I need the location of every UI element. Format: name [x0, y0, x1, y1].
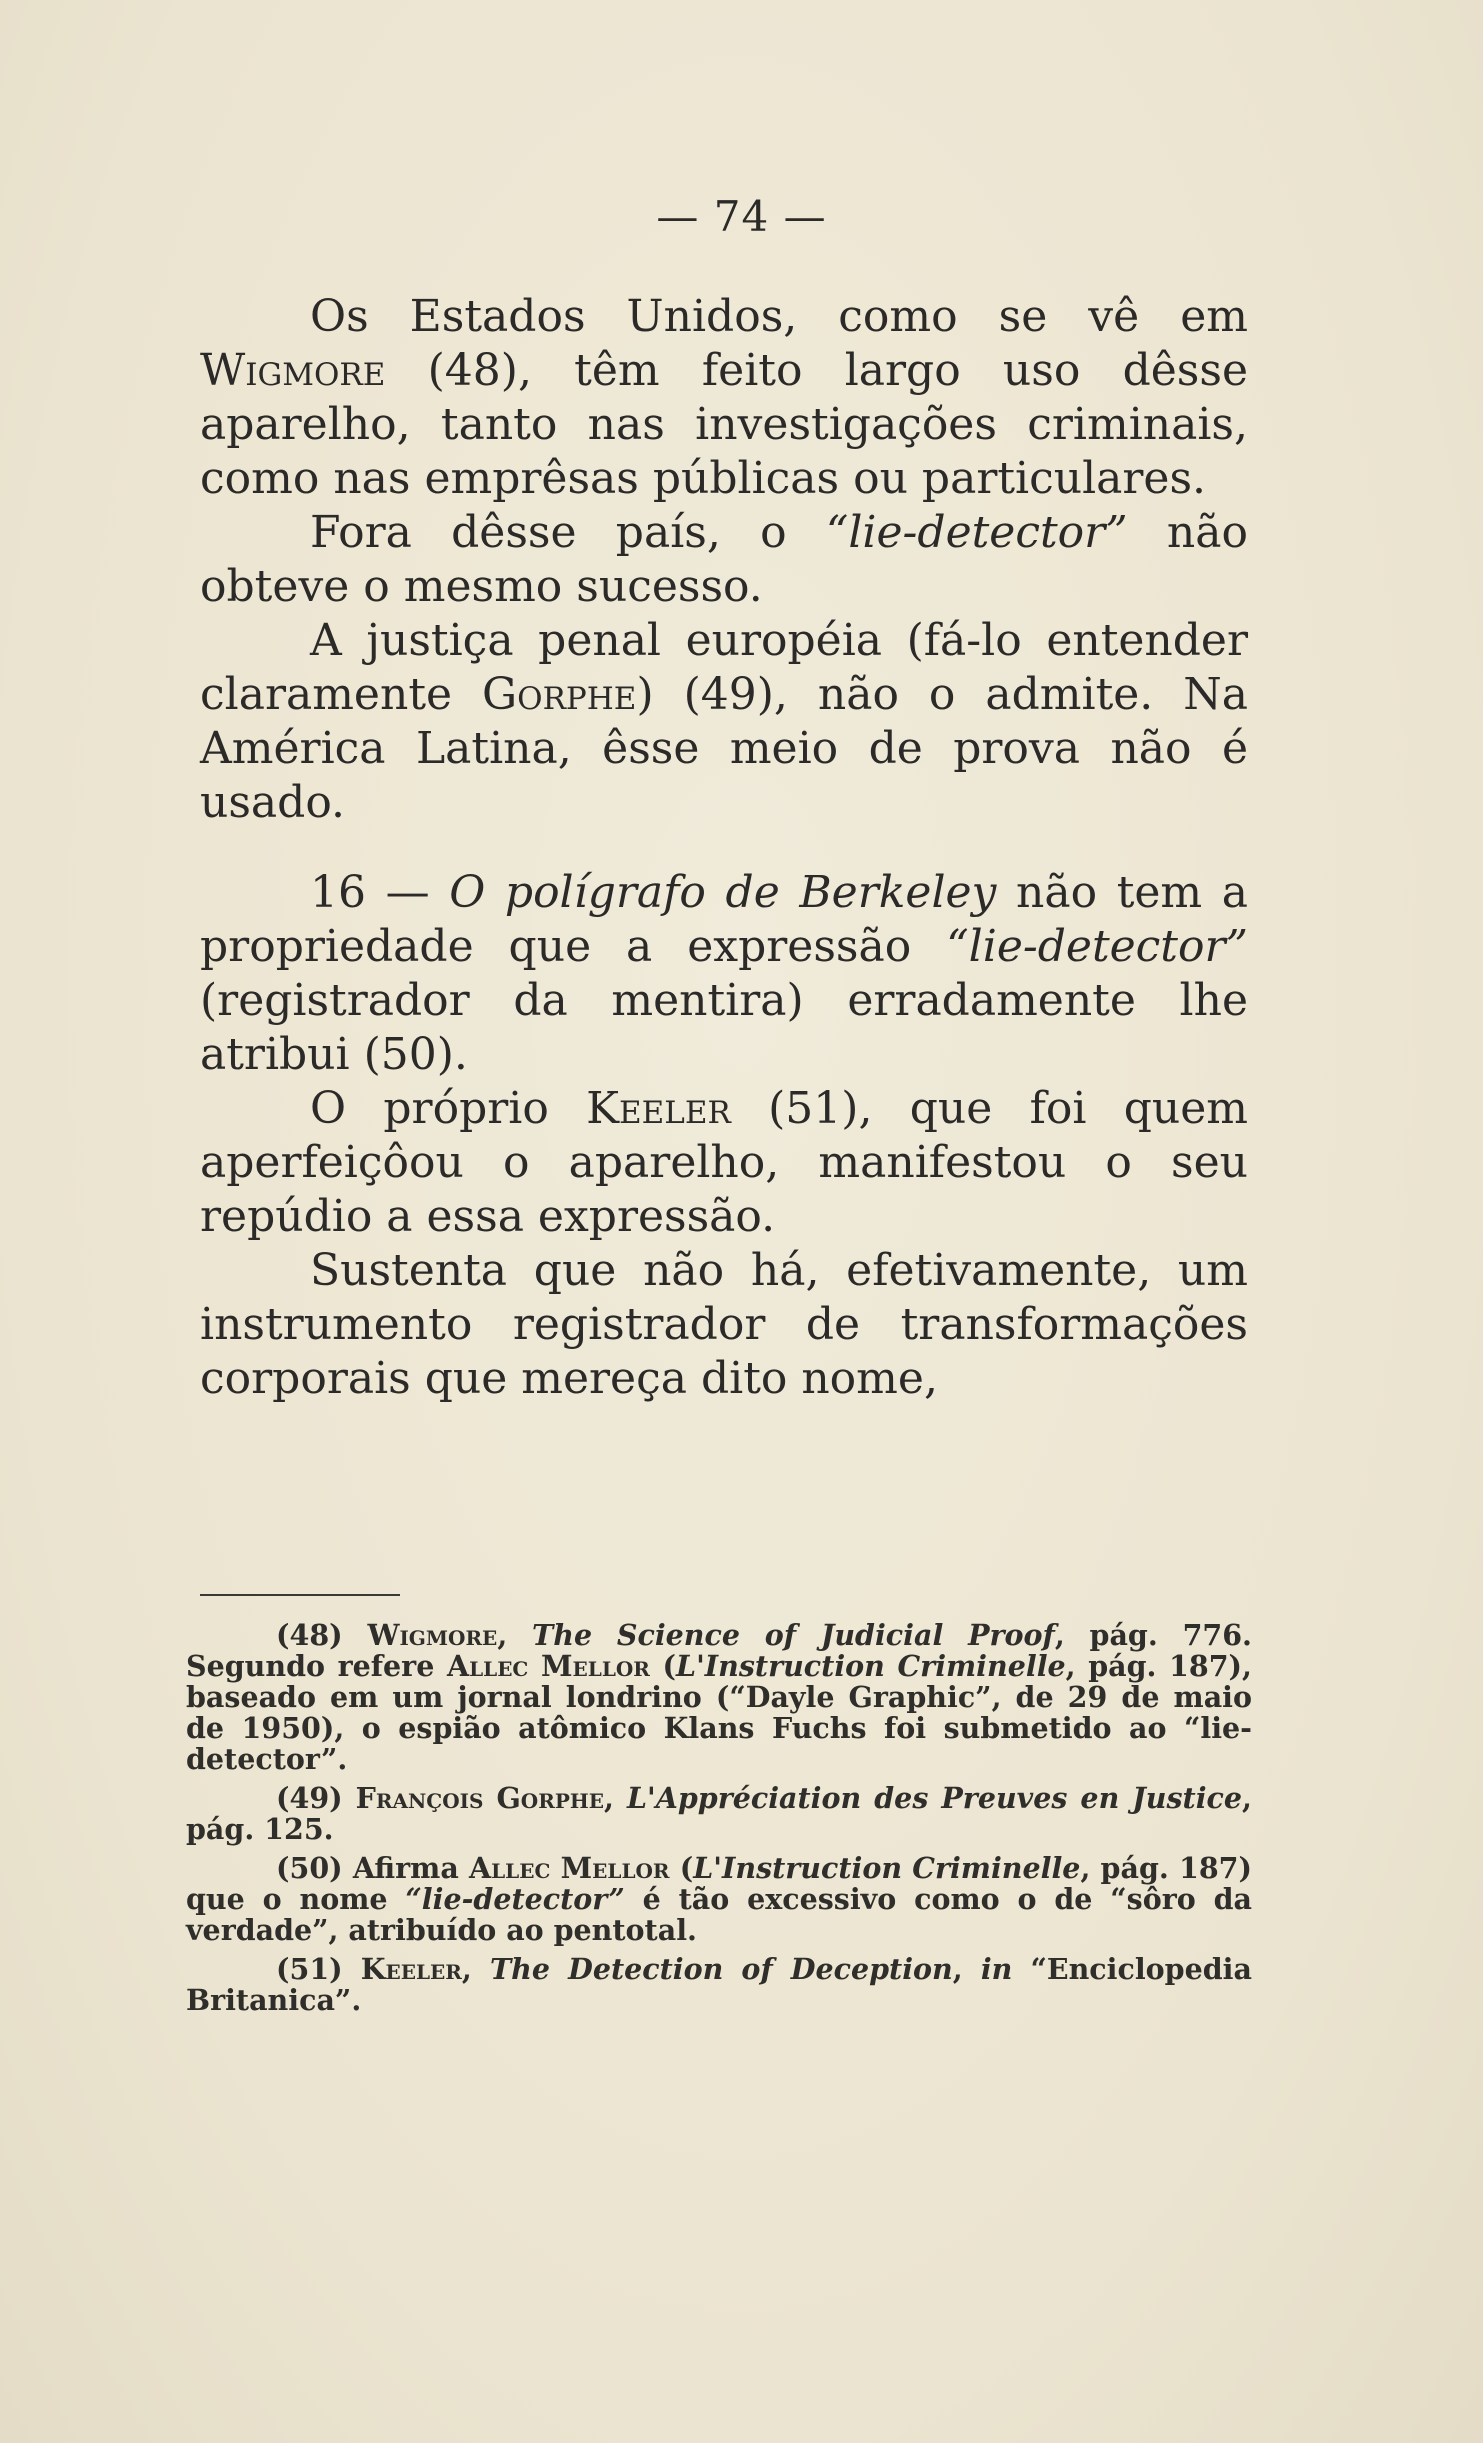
- italic-text: The Detection of Deception: [489, 1952, 953, 1986]
- text-run: (49): [276, 1781, 356, 1815]
- footnote-2: [186, 1783, 1252, 1845]
- text-run: não obteve o mesmo sucesso.: [200, 507, 1248, 612]
- author-name: Allec Mellor: [446, 1649, 650, 1683]
- text-run: não tem a propriedade que a expressão: [200, 867, 1248, 972]
- text-run: 16 —: [310, 867, 450, 918]
- paragraph-2: [200, 506, 1248, 614]
- author-name: Wigmore: [367, 1618, 498, 1652]
- footnote-separator: [200, 1594, 400, 1596]
- text-run: , pág. 187), baseado em um jornal londrino (“Dayle Graphic”, de 29 de maio de 1950), o espião atômico Klans Fuchs foi submetido ao “lie-detector”.: [186, 1649, 1252, 1776]
- author-name: Allec Mellor: [469, 1851, 670, 1885]
- text-run: Fora dêsse país, o: [310, 507, 826, 558]
- italic-text: “lie-detector”: [946, 921, 1248, 972]
- text-run: ,: [461, 1952, 490, 1986]
- text-run: , pág. 125.: [186, 1781, 1252, 1846]
- text-run: A justiça penal européia (fá-lo entender claramente: [200, 615, 1248, 720]
- author-name: Keeler: [586, 1083, 731, 1134]
- text-run: (48), têm feito largo uso dêsse aparelho, tanto nas investigações criminais, como nas emprêsas públicas ou particulares.: [200, 345, 1248, 504]
- text-run: (50) Afirma: [276, 1851, 469, 1885]
- author-name: Gorphe: [482, 669, 637, 720]
- author-name: Keeler: [360, 1952, 462, 1986]
- text-run: (: [669, 1851, 694, 1885]
- italic-text: in: [980, 1952, 1013, 1986]
- italic-text: The Science of Judicial Proof: [532, 1618, 1055, 1652]
- italic-text: O polígrafo de Berkeley: [449, 867, 997, 918]
- text-run: , pág. 776. Segundo refere: [186, 1618, 1252, 1683]
- footnotes: [186, 1620, 1252, 2024]
- author-name: Wigmore: [200, 345, 386, 396]
- text-run: Os Estados Unidos, como se vê em: [310, 291, 1248, 342]
- text-run: ,: [952, 1952, 981, 1986]
- text-run: (: [649, 1649, 677, 1683]
- text-run: ,: [497, 1618, 533, 1652]
- italic-text: “lie-detector”: [405, 1882, 625, 1916]
- paragraph-1: [200, 290, 1248, 506]
- text-run: Sustenta que não há, efetivamente, um instrumento registrador de transformações corporais que mereça dito nome,: [200, 1245, 1248, 1404]
- footnote-1: [186, 1620, 1252, 1775]
- paragraph-5: [200, 1082, 1248, 1244]
- italic-text: L'Instruction Criminelle: [676, 1649, 1066, 1683]
- page-number: — 74 —: [656, 192, 827, 241]
- text-run: O próprio: [310, 1083, 587, 1134]
- footnote-3: [186, 1853, 1252, 1946]
- text-run: ) (49), não o admite. Na América Latina, êsse meio de prova não é usado.: [200, 669, 1248, 828]
- italic-text: “lie-detector”: [825, 507, 1128, 558]
- text-run: (registrador da mentira) erradamente lhe atribui (50).: [200, 975, 1248, 1080]
- text-run: , pág. 187) que o nome: [186, 1851, 1252, 1916]
- paragraph-3: [200, 614, 1248, 830]
- italic-text: L'Appréciation des Preuves en Justice: [626, 1781, 1243, 1815]
- footnote-4: [186, 1954, 1252, 2016]
- text-run: (51), que foi quem aperfeiçôou o aparelho, manifestou o seu repúdio a essa expressão.: [200, 1083, 1248, 1242]
- text-run: (48): [276, 1618, 368, 1652]
- text-run: “Enciclopedia Britanica”.: [186, 1952, 1252, 2017]
- paragraph-6: [200, 1244, 1248, 1406]
- main-text: [200, 290, 1248, 1406]
- text-run: ,: [604, 1781, 627, 1815]
- text-run: é tão excessivo como o de “sôro da verdade”, atribuído ao pentotal.: [186, 1882, 1252, 1947]
- italic-text: L'Instruction Criminelle: [693, 1851, 1081, 1885]
- paragraph-4: [200, 866, 1248, 1082]
- author-name: François Gorphe: [355, 1781, 605, 1815]
- text-run: (51): [276, 1952, 361, 1986]
